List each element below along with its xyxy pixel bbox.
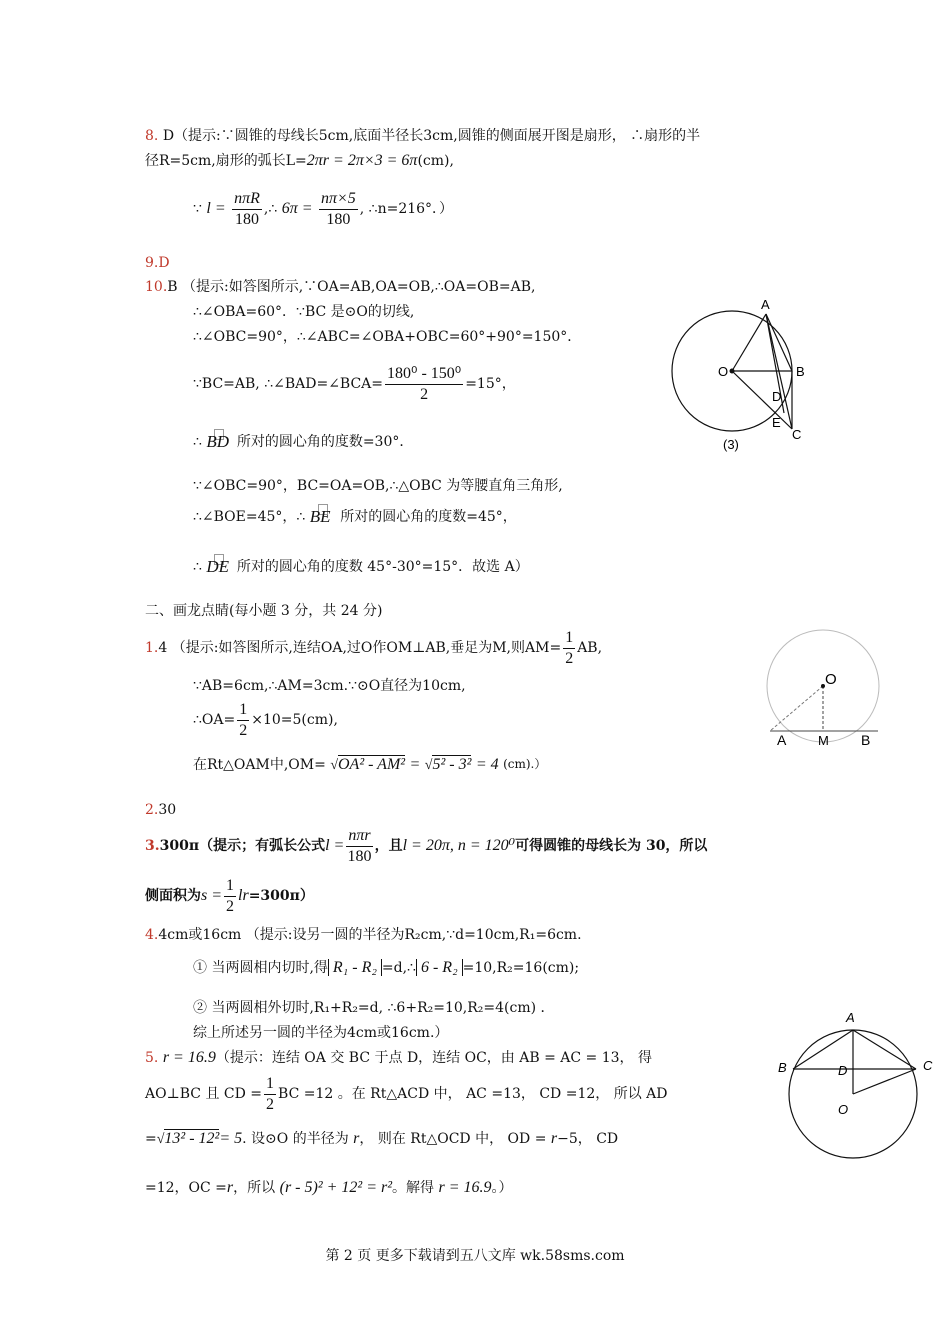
s4-line1: 4.4cm或16cm （提示:设另一圆的半径为R₂cm,∵d=10cm,R₁=6cm. [145,927,582,943]
s4-line3: ② 当两圆相外切时,R₁+R₂=d, ∴6+R₂=10,R₂=4(cm) ． [193,1000,555,1016]
figure-caption: (3) [723,437,739,452]
label-a: A [777,732,787,748]
fraction: $\frac{\text{180⁰ - 150⁰}}{2}$ [387,364,462,403]
label-c: C [792,427,802,442]
center-point [730,369,735,374]
s3-line1: 3.300π（提示；有弧长公式l = $\frac{\text{nπr}}{180}$ ，且l = 20π, n = 120⁰可得圆锥的母线长为 30，所以 [145,826,708,865]
s5-line2: AO⊥BC 且 CD = $\frac{1}{2}$ BC =12 。在 Rt△ACD 中， AC =13， CD =12， 所以 AD [145,1074,668,1113]
s1-line4: 在Rt△OAM中,OM= √OA² - AM² = √5² - 3² = 4 (cm).） [193,756,547,773]
segment-oc [853,1069,916,1094]
s3-line2: 侧面积为s = $\frac{1}{2}$ lr=300π） [145,876,314,915]
label-m: M [818,733,829,748]
arc-symbol: BD [206,425,232,459]
label-d: D [772,389,782,404]
s1-line1: 1.4 （提示:如答图所示,连结OA,过O作OM⊥AB,垂足为M,则AM= $\frac{1}{2}$ AB, [145,628,603,667]
q10-line4: ∵BC=AB, ∴∠BAD=∠BCA= $\frac{\text{180⁰ - 150⁰}}{2}$ =15°， [193,364,516,403]
label-o: O [718,364,729,379]
q8-line2: 径R=5cm,扇形的弧长L=2πr = 2π×3 = 6π(cm), [145,152,454,169]
segment-ab [766,314,792,371]
fraction: $\frac{\text{nπr}}{180}$ [347,826,372,865]
segment-ac [853,1030,916,1069]
fraction: $\frac{n\pi\times 5}{180}$ [320,189,356,228]
q10-figure [660,296,820,456]
label-b: B [861,732,871,748]
label-b: B [778,1060,787,1075]
s4-line4: 综上所述另一圆的半径为4cm或16cm.） [193,1025,449,1041]
label-a: A [761,297,770,312]
s1-line2: ∵AB=6cm,∴AM=3cm.∵⊙O直径为10cm, [193,678,466,694]
arc-symbol: BE [310,500,336,534]
segment-oa [770,686,823,731]
label-a: A [846,1010,855,1025]
fraction: $\frac{1}{2}$ [239,700,248,739]
s5-line3: =√13² - 12²= 5. 设⊙O 的半径为 r， 则在 Rt△OCD 中， OD = r−5， CD [145,1130,619,1147]
label-o: O [825,671,837,688]
fraction: $\frac{\text{nπR}}{180}$ [234,189,260,228]
arc-symbol: DE [206,550,232,584]
s2-answer: 2.30 [145,802,177,818]
section-title: 二、画龙点睛(每小题 3 分，共 24 分) [145,603,383,619]
label-b: B [796,364,805,379]
label-o: O [838,1102,849,1117]
s5-line1: 5. r = 16.9（提示：连结 OA 交 BC 于点 D，连结 OC，由 AB = AC = 13， 得 [145,1049,653,1066]
s1-line3: ∴OA= $\frac{1}{2}$ ×10=5(cm), [193,700,338,739]
q8-number: 8. [145,128,159,144]
fraction: $\frac{1}{2}$ [565,628,574,667]
label-d: D [838,1063,848,1078]
q10-line6: ∵∠OBC=90°，BC=OA=OB,∴△OBC 为等腰直角三角形, [193,478,563,494]
s5-figure [778,1006,942,1176]
q10-line7: ∴∠BOE=45°，∴ BE 所对的圆心角的度数=45°， [193,500,517,534]
q9-answer: 9.D [145,255,170,271]
segment-oc [732,371,792,429]
label-e: E [772,415,781,430]
q10-line1: 10.B （提示:如答图所示,∵OA=AB,OA=OB,∴OA=OB=AB, [145,279,536,295]
q10-line2: ∴∠OBA=60°．∵BC 是⊙O的切线, [193,304,415,320]
label-c: C [923,1058,933,1073]
fraction: $\frac{1}{2}$ [226,876,235,915]
s1-figure [760,628,890,752]
s4-line2: ① 当两圆相内切时,得 R₁ - R₂ =d,∴ 6 - R₂ =10,R₂=16(cm); [193,959,580,976]
page-footer: 第 2 页 更多下载请到五八文库 wk.58sms.com [325,1248,625,1264]
s5-line4: =12，OC =r，所以 (r - 5)² + 12² = r²。解得 r = 16.9。） [145,1179,513,1196]
q10-line8: ∴ DE 所对的圆心角的度数 45°-30°=15°．故选 A） [193,550,529,584]
segment-oa [732,314,766,371]
q8-line1: 8. D（提示:∵圆锥的母线长5cm,底面半径长3cm,圆锥的侧面展开图是扇形， ∴扇形的半 [145,128,701,144]
fraction: $\frac{1}{2}$ [266,1074,275,1113]
q10-line3: ∴∠OBC=90°，∴∠ABC=∠OBA+OBC=60°+90°=150°． [193,329,582,345]
q10-line5: ∴ BD 所对的圆心角的度数=30°． [193,425,413,459]
q8-line3: ∵ l = $\frac{\text{nπR}}{180}$ ,∴ 6π = $\frac{n\pi\times 5}{180}$ , ∴n=216°．） [193,189,454,228]
